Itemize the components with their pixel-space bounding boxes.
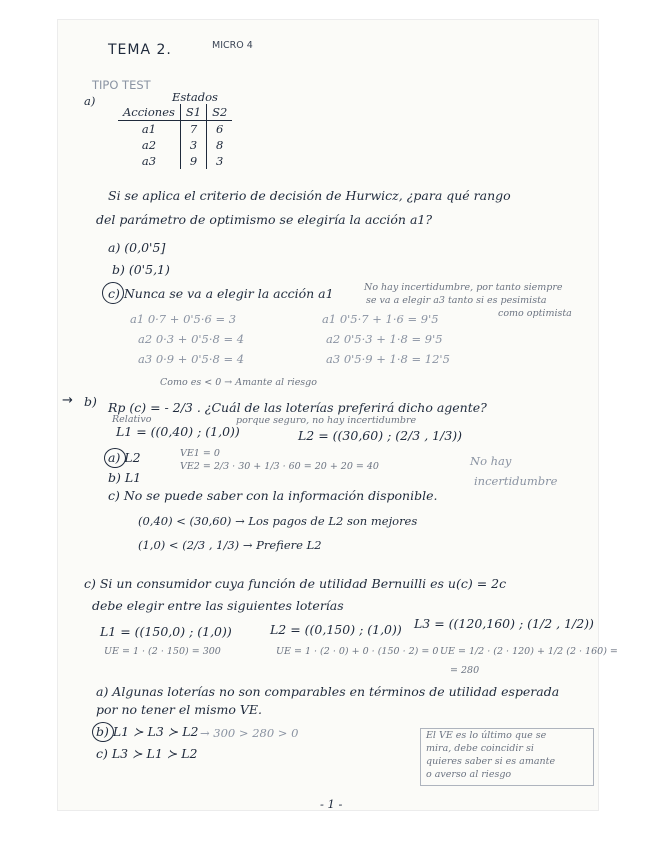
q2-note-small-left: Relativo: [112, 414, 152, 425]
q3-option-c: c) L3 ≻ L1 ≻ L2: [96, 746, 198, 761]
q2-question: Rp (c) = - 2/3 . ¿Cuál de las loterías preferirá dicho agente?: [108, 400, 487, 415]
q3-lottery-3: L3 = ((120,160) ; (1/2 , 1/2)): [414, 616, 594, 631]
q3-lottery-2: L2 = ((0,150) ; (1,0)): [270, 622, 402, 637]
q2-label: b): [84, 394, 97, 409]
q2-ve-note-1: VE1 = 0: [180, 448, 220, 459]
table-row: [118, 121, 232, 138]
q2-ve-note-2: VE2 = 2/3 · 30 + 1/3 · 60 = 20 + 20 = 40: [180, 461, 379, 472]
q3-option-b-note: → 300 > 280 > 0: [200, 726, 299, 740]
table-row: [118, 137, 232, 153]
page-number: - 1 -: [320, 797, 343, 811]
arrow-right-icon: →: [62, 393, 73, 408]
q3-ue-3-result: = 280: [450, 665, 480, 676]
q3-lottery-1: L1 = ((150,0) ; (1,0)): [100, 624, 232, 639]
q2-lottery-2: L2 = ((30,60) ; (2/3 , 1/3)): [298, 428, 463, 443]
q1-note-line3: como optimista: [498, 308, 572, 319]
calc-line: a3 0'5·9 + 1·8 = 12'5: [326, 352, 450, 366]
q1-note-line2: se va a elegir a3 tanto si es pesimista: [366, 295, 547, 306]
q3-ue-1: UE = 1 · (2 · 150) = 300: [104, 646, 221, 657]
calc-line: a2 0'5·3 + 1·8 = 9'5: [326, 332, 443, 346]
table-cell: a2: [141, 138, 157, 152]
note-box-line: quieres saber si es amante: [426, 756, 556, 767]
calc-line: a2 0·3 + 0'5·8 = 4: [138, 332, 245, 346]
q3-question-line2: debe elegir entre las siguientes loterías: [92, 598, 344, 613]
table-header: S1: [180, 104, 206, 121]
q1-option-c: c) Nunca se va a elegir la acción a1: [108, 286, 334, 301]
q3-option-a-line2: por no tener el mismo VE.: [96, 702, 262, 717]
table-cell: a1: [141, 122, 157, 136]
q2-compare-1: (0,40) < (30,60) → Los pagos de L2 son mejores: [138, 514, 418, 528]
q2-option-b: b) L1: [108, 470, 142, 485]
q1-note-line1: No hay incertidumbre, por tanto siempre: [364, 282, 563, 293]
table-cell: 7: [180, 121, 206, 138]
q1-option-b: b) (0'5,1): [112, 262, 170, 277]
q2-option-a: a) L2: [108, 450, 141, 465]
q3-option-b: b) L1 ≻ L3 ≻ L2: [96, 724, 199, 739]
q3-question-line1: c) Si un consumidor cuya función de utilidad Bernuilli es u(c) = 2c: [84, 576, 507, 591]
q1-option-a: a) (0,0'5]: [108, 240, 166, 255]
q2-note-top: Como es < 0 → Amante al riesgo: [160, 377, 317, 388]
table-cell: 8: [207, 137, 233, 153]
q2-lottery-1: L1 = ((0,40) ; (1,0)): [116, 424, 240, 439]
q2-compare-2: (1,0) < (2/3 , 1/3) → Prefiere L2: [138, 538, 322, 552]
q2-side-note-1: No hay: [470, 454, 512, 468]
note-box-line: mira, debe coincidir si: [426, 743, 534, 754]
note-box-line: o averso al riesgo: [426, 769, 512, 780]
table-cell: 3: [180, 137, 206, 153]
subject-label: MICRO 4: [212, 40, 253, 51]
q1-question-line2: del parámetro de optimismo se elegiría la acción a1?: [96, 212, 433, 227]
q3-option-a-line1: a) Algunas loterías no son comparables en términos de utilidad esperada: [96, 684, 560, 699]
q1-question-line1: Si se aplica el criterio de decisión de Hurwicz, ¿para qué rango: [108, 188, 511, 203]
table-row: [118, 153, 232, 169]
q2-side-note-2: incertidumbre: [474, 474, 558, 488]
calc-line: a3 0·9 + 0'5·8 = 4: [138, 352, 245, 366]
decision-table: [118, 104, 232, 169]
section-label: TIPO TEST: [92, 78, 151, 92]
table-cell: 6: [207, 121, 233, 138]
page-title: TEMA 2.: [108, 42, 172, 58]
note-box-line: El VE es lo último que se: [426, 730, 547, 741]
calc-line: a1 0'5·7 + 1·6 = 9'5: [322, 312, 439, 326]
q1-label: a): [84, 94, 96, 108]
table-cell: 9: [180, 153, 206, 169]
q3-ue-2: UE = 1 · (2 · 0) + 0 · (150 · 2) = 0: [276, 646, 439, 657]
table-header: S2: [207, 104, 233, 121]
table-caption: Estados: [172, 90, 218, 104]
calc-line: a1 0·7 + 0'5·6 = 3: [130, 312, 237, 326]
q2-option-c: c) No se puede saber con la información disponible.: [108, 488, 438, 503]
table-cell: a3: [141, 154, 157, 168]
table-cell: 3: [207, 153, 233, 169]
table-header: Acciones: [118, 104, 180, 121]
q3-ue-3: UE = 1/2 · (2 · 120) + 1/2 (2 · 160) =: [440, 646, 618, 657]
q2-note-small-right: porque seguro, no hay incertidumbre: [236, 415, 417, 426]
